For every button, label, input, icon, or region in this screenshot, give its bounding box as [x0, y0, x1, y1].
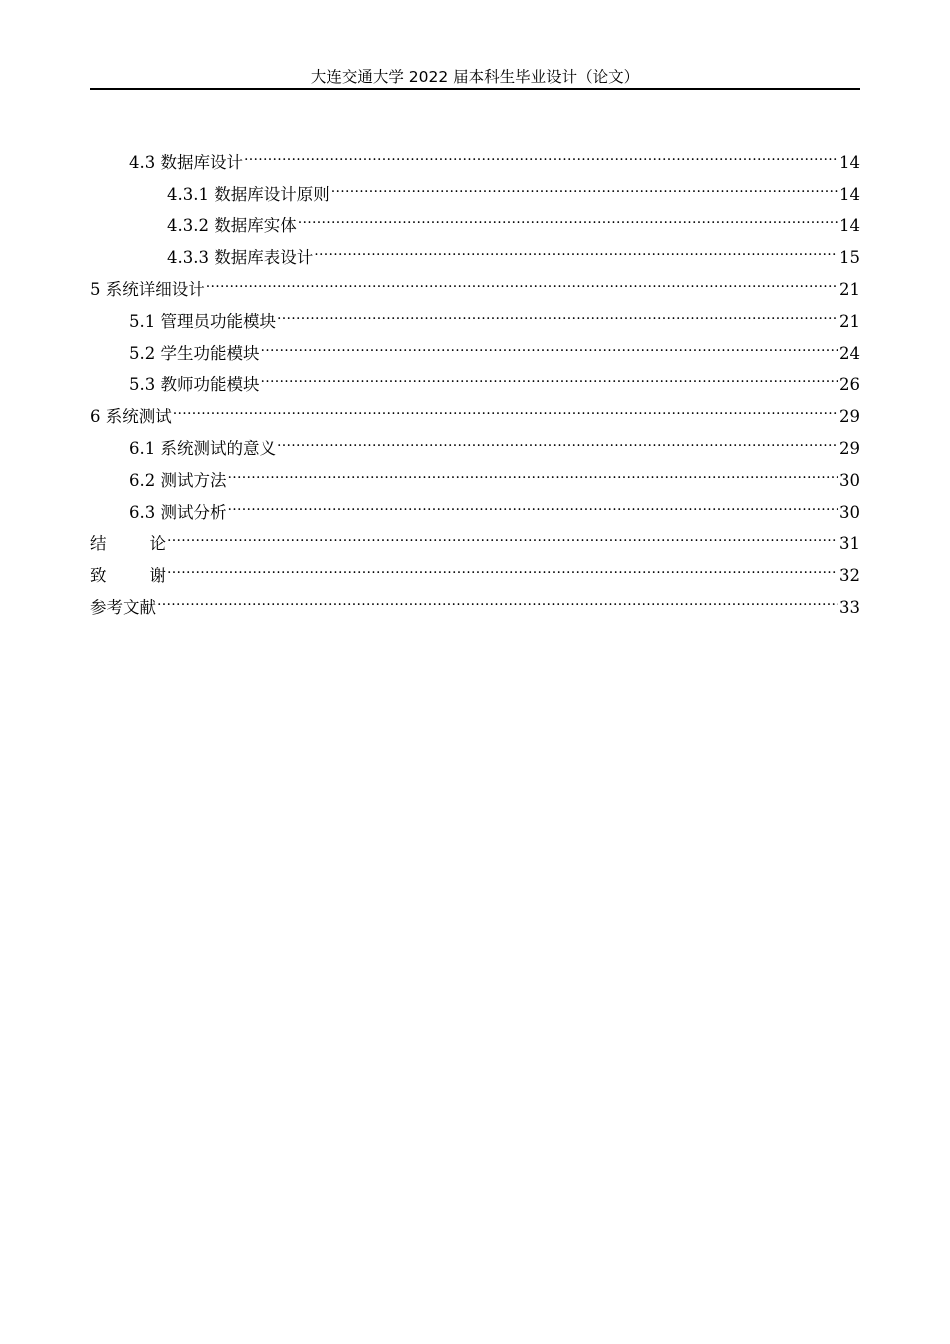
header-title: 大连交通大学 2022 届本科生毕业设计（论文）: [310, 68, 640, 86]
toc-entry-page: 14: [839, 184, 860, 204]
toc-entry-page: 24: [839, 343, 860, 363]
toc-entry-page: 30: [839, 470, 860, 490]
toc-entry-title: 5 系统详细设计: [90, 279, 205, 299]
toc-entry-page: 15: [839, 248, 860, 268]
table-of-contents: [90, 136, 860, 617]
toc-entry-title: 6 系统测试: [90, 407, 172, 427]
toc-entry-title: 4.3.2 数据库实体: [167, 216, 297, 236]
toc-entry-title: 6.3 测试分析: [129, 502, 227, 522]
toc-entry-page: 29: [839, 407, 860, 427]
toc-entry-title: 6.1 系统测试的意义: [129, 438, 276, 458]
toc-dot-leader: [298, 200, 838, 232]
toc-entry-page: 29: [839, 438, 860, 458]
toc-entry-page: 32: [839, 566, 860, 586]
toc-entry[interactable]: [90, 581, 860, 617]
toc-dot-leader: [261, 327, 839, 359]
toc-entry[interactable]: [90, 136, 860, 172]
toc-entry-title: 5.2 学生功能模块: [129, 343, 260, 363]
toc-entry-title: 6.2 测试方法: [129, 470, 227, 490]
page-header: [90, 66, 860, 90]
toc-entry-title: 5.3 教师功能模块: [129, 375, 260, 395]
toc-entry-page: 21: [839, 279, 860, 299]
toc-entry-page: 33: [839, 597, 860, 617]
toc-dot-leader: [261, 359, 839, 391]
toc-dot-leader: [244, 136, 838, 168]
toc-dot-leader: [331, 168, 838, 200]
toc-dot-leader: [157, 581, 838, 613]
toc-entry-page: 31: [839, 534, 860, 554]
toc-dot-leader: [206, 263, 838, 295]
toc-entry-title: 致 谢: [90, 566, 166, 586]
toc-dot-leader: [167, 518, 838, 550]
toc-entry-page: 14: [839, 152, 860, 172]
toc-entry[interactable]: [90, 390, 860, 427]
toc-entry-title: 参考文献: [90, 597, 156, 617]
toc-dot-leader: [277, 295, 838, 327]
toc-entry-title: 4.3.3 数据库表设计: [167, 248, 314, 268]
toc-entry-page: 26: [839, 375, 860, 395]
toc-entry-page: 14: [839, 216, 860, 236]
toc-entry[interactable]: [90, 295, 860, 331]
toc-entry[interactable]: [90, 263, 860, 299]
toc-entry-title: 5.1 管理员功能模块: [129, 311, 276, 331]
toc-entry-title: 结 论: [90, 534, 166, 554]
toc-dot-leader: [173, 390, 838, 422]
toc-dot-leader: [277, 422, 838, 454]
toc-dot-leader: [228, 454, 839, 486]
toc-entry[interactable]: [90, 422, 860, 458]
toc-dot-leader: [228, 486, 839, 518]
toc-entry[interactable]: [90, 518, 860, 554]
toc-entry-title: 4.3.1 数据库设计原则: [167, 184, 330, 204]
toc-entry-page: 30: [839, 502, 860, 522]
toc-dot-leader: [167, 549, 838, 581]
toc-entry-page: 21: [839, 311, 860, 331]
toc-entry[interactable]: [90, 549, 860, 586]
toc-entry-title: 4.3 数据库设计: [129, 152, 243, 172]
toc-dot-leader: [314, 231, 838, 263]
